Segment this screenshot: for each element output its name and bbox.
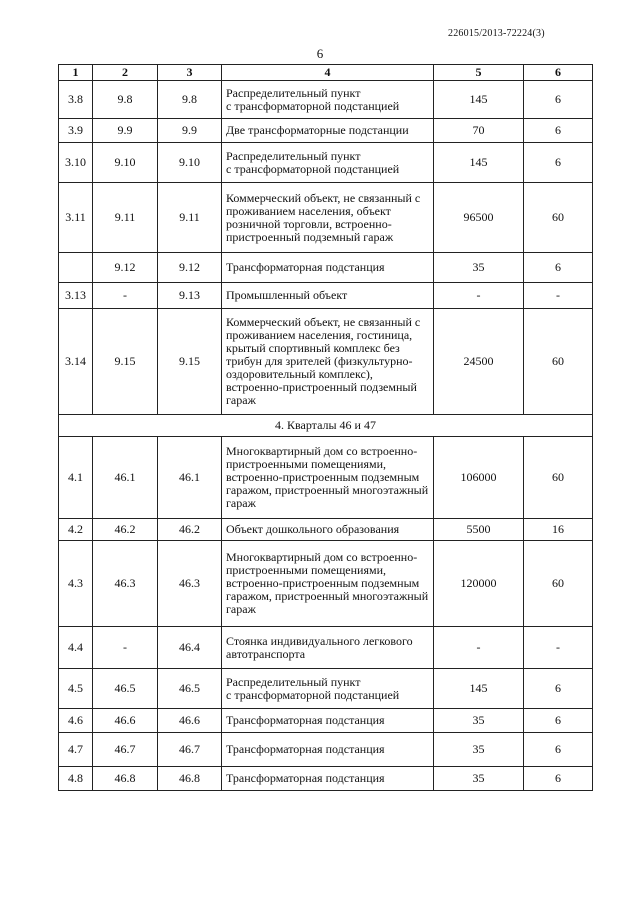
- code-a-cell: 46.5: [93, 669, 158, 709]
- code-a-cell: -: [93, 283, 158, 309]
- object-description-cell: Объект дошкольного образования: [222, 519, 434, 541]
- value-cell: 60: [524, 309, 593, 415]
- code-a-cell: 9.9: [93, 119, 158, 143]
- area-cell: 70: [434, 119, 524, 143]
- table-row: [59, 283, 593, 309]
- table-row: [59, 709, 593, 733]
- code-b-cell: 46.4: [158, 627, 222, 669]
- item-number-cell: 3.13: [59, 283, 93, 309]
- item-number-cell: 3.11: [59, 183, 93, 253]
- item-number-cell: 4.4: [59, 627, 93, 669]
- table-row: [59, 119, 593, 143]
- object-description-cell: Трансформаторная подстанция: [222, 253, 434, 283]
- code-b-cell: 46.8: [158, 767, 222, 791]
- section-row: [59, 415, 593, 437]
- column-header: 5: [434, 65, 524, 81]
- code-a-cell: 46.3: [93, 541, 158, 627]
- table-row: [59, 669, 593, 709]
- area-cell: 145: [434, 81, 524, 119]
- item-number-cell: 4.5: [59, 669, 93, 709]
- object-description-cell: Трансформаторная подстанция: [222, 767, 434, 791]
- code-a-cell: 9.10: [93, 143, 158, 183]
- object-description-cell: Коммерческий объект, не связанный с проживанием населения, гостиница, крытый спортивный комплекс без трибун для зрителей (физкультурно-оздоровительный комплекс), встроенно-пристроенный подземный гараж: [222, 309, 434, 415]
- code-b-cell: 46.5: [158, 669, 222, 709]
- code-b-cell: 9.8: [158, 81, 222, 119]
- item-number-cell: 3.9: [59, 119, 93, 143]
- code-a-cell: 9.15: [93, 309, 158, 415]
- value-cell: 16: [524, 519, 593, 541]
- column-header: 2: [93, 65, 158, 81]
- code-b-cell: 46.2: [158, 519, 222, 541]
- code-b-cell: 46.1: [158, 437, 222, 519]
- item-number-cell: 4.8: [59, 767, 93, 791]
- area-cell: 35: [434, 253, 524, 283]
- object-description-cell: Многоквартирный дом со встроенно-пристроенными помещениями, встроенно-пристроенным подземным гаражом, пристроенный многоэтажный гараж: [222, 437, 434, 519]
- area-cell: 120000: [434, 541, 524, 627]
- table-row: [59, 627, 593, 669]
- value-cell: 6: [524, 143, 593, 183]
- table-row: [59, 183, 593, 253]
- object-description-cell: Распределительный пункт с трансформаторной подстанцией: [222, 669, 434, 709]
- section-title: 4. Кварталы 46 и 47: [59, 415, 593, 437]
- code-b-cell: 9.12: [158, 253, 222, 283]
- code-a-cell: -: [93, 627, 158, 669]
- code-b-cell: 9.13: [158, 283, 222, 309]
- area-cell: 35: [434, 767, 524, 791]
- table-row: [59, 81, 593, 119]
- object-description-cell: Многоквартирный дом со встроенно-пристроенными помещениями, встроенно-пристроенным подземным гаражом, пристроенный многоэтажный гараж: [222, 541, 434, 627]
- value-cell: 6: [524, 767, 593, 791]
- code-a-cell: 46.2: [93, 519, 158, 541]
- value-cell: -: [524, 283, 593, 309]
- item-number-cell: [59, 253, 93, 283]
- table-row: [59, 143, 593, 183]
- code-a-cell: 9.11: [93, 183, 158, 253]
- page-number: 6: [316, 46, 324, 61]
- code-b-cell: 9.15: [158, 309, 222, 415]
- object-description-cell: Две трансформаторные подстанции: [222, 119, 434, 143]
- item-number-cell: 4.3: [59, 541, 93, 627]
- item-number-cell: 4.2: [59, 519, 93, 541]
- code-a-cell: 46.1: [93, 437, 158, 519]
- item-number-cell: 4.7: [59, 733, 93, 767]
- table-row: [59, 519, 593, 541]
- item-number-cell: 4.6: [59, 709, 93, 733]
- object-description-cell: Трансформаторная подстанция: [222, 733, 434, 767]
- table-row: [59, 767, 593, 791]
- area-cell: 96500: [434, 183, 524, 253]
- table-row: [59, 437, 593, 519]
- object-description-cell: Промышленный объект: [222, 283, 434, 309]
- code-a-cell: 46.8: [93, 767, 158, 791]
- column-header: 3: [158, 65, 222, 81]
- code-a-cell: 46.7: [93, 733, 158, 767]
- value-cell: 6: [524, 253, 593, 283]
- value-cell: 60: [524, 541, 593, 627]
- area-cell: 145: [434, 143, 524, 183]
- code-b-cell: 46.6: [158, 709, 222, 733]
- value-cell: 6: [524, 669, 593, 709]
- area-cell: 24500: [434, 309, 524, 415]
- value-cell: 6: [524, 709, 593, 733]
- object-description-cell: Распределительный пункт с трансформаторной подстанцией: [222, 143, 434, 183]
- table-header-row: [59, 65, 593, 81]
- table-body: [59, 81, 593, 791]
- column-header: 6: [524, 65, 593, 81]
- document-number: 226015/2013-72224(3): [448, 28, 545, 39]
- code-b-cell: 9.9: [158, 119, 222, 143]
- value-cell: 60: [524, 183, 593, 253]
- code-b-cell: 46.7: [158, 733, 222, 767]
- area-cell: -: [434, 627, 524, 669]
- object-description-cell: Стоянка индивидуального легкового автотранспорта: [222, 627, 434, 669]
- table-row: [59, 541, 593, 627]
- item-number-cell: 3.10: [59, 143, 93, 183]
- value-cell: 6: [524, 119, 593, 143]
- area-cell: 35: [434, 733, 524, 767]
- column-header: 1: [59, 65, 93, 81]
- code-a-cell: 9.8: [93, 81, 158, 119]
- area-cell: 145: [434, 669, 524, 709]
- value-cell: 6: [524, 733, 593, 767]
- area-cell: 35: [434, 709, 524, 733]
- table-row: [59, 253, 593, 283]
- object-description-cell: Трансформаторная подстанция: [222, 709, 434, 733]
- code-b-cell: 9.10: [158, 143, 222, 183]
- object-description-cell: Распределительный пункт с трансформаторной подстанцией: [222, 81, 434, 119]
- area-cell: 5500: [434, 519, 524, 541]
- item-number-cell: 3.14: [59, 309, 93, 415]
- code-b-cell: 46.3: [158, 541, 222, 627]
- table-row: [59, 309, 593, 415]
- area-cell: 106000: [434, 437, 524, 519]
- code-a-cell: 9.12: [93, 253, 158, 283]
- item-number-cell: 4.1: [59, 437, 93, 519]
- value-cell: -: [524, 627, 593, 669]
- code-b-cell: 9.11: [158, 183, 222, 253]
- value-cell: 6: [524, 81, 593, 119]
- column-header: 4: [222, 65, 434, 81]
- value-cell: 60: [524, 437, 593, 519]
- data-table: [58, 64, 593, 791]
- table-row: [59, 733, 593, 767]
- item-number-cell: 3.8: [59, 81, 93, 119]
- object-description-cell: Коммерческий объект, не связанный с проживанием населения, объект розничной торговли, встроенно-пристроенный подземный гараж: [222, 183, 434, 253]
- code-a-cell: 46.6: [93, 709, 158, 733]
- area-cell: -: [434, 283, 524, 309]
